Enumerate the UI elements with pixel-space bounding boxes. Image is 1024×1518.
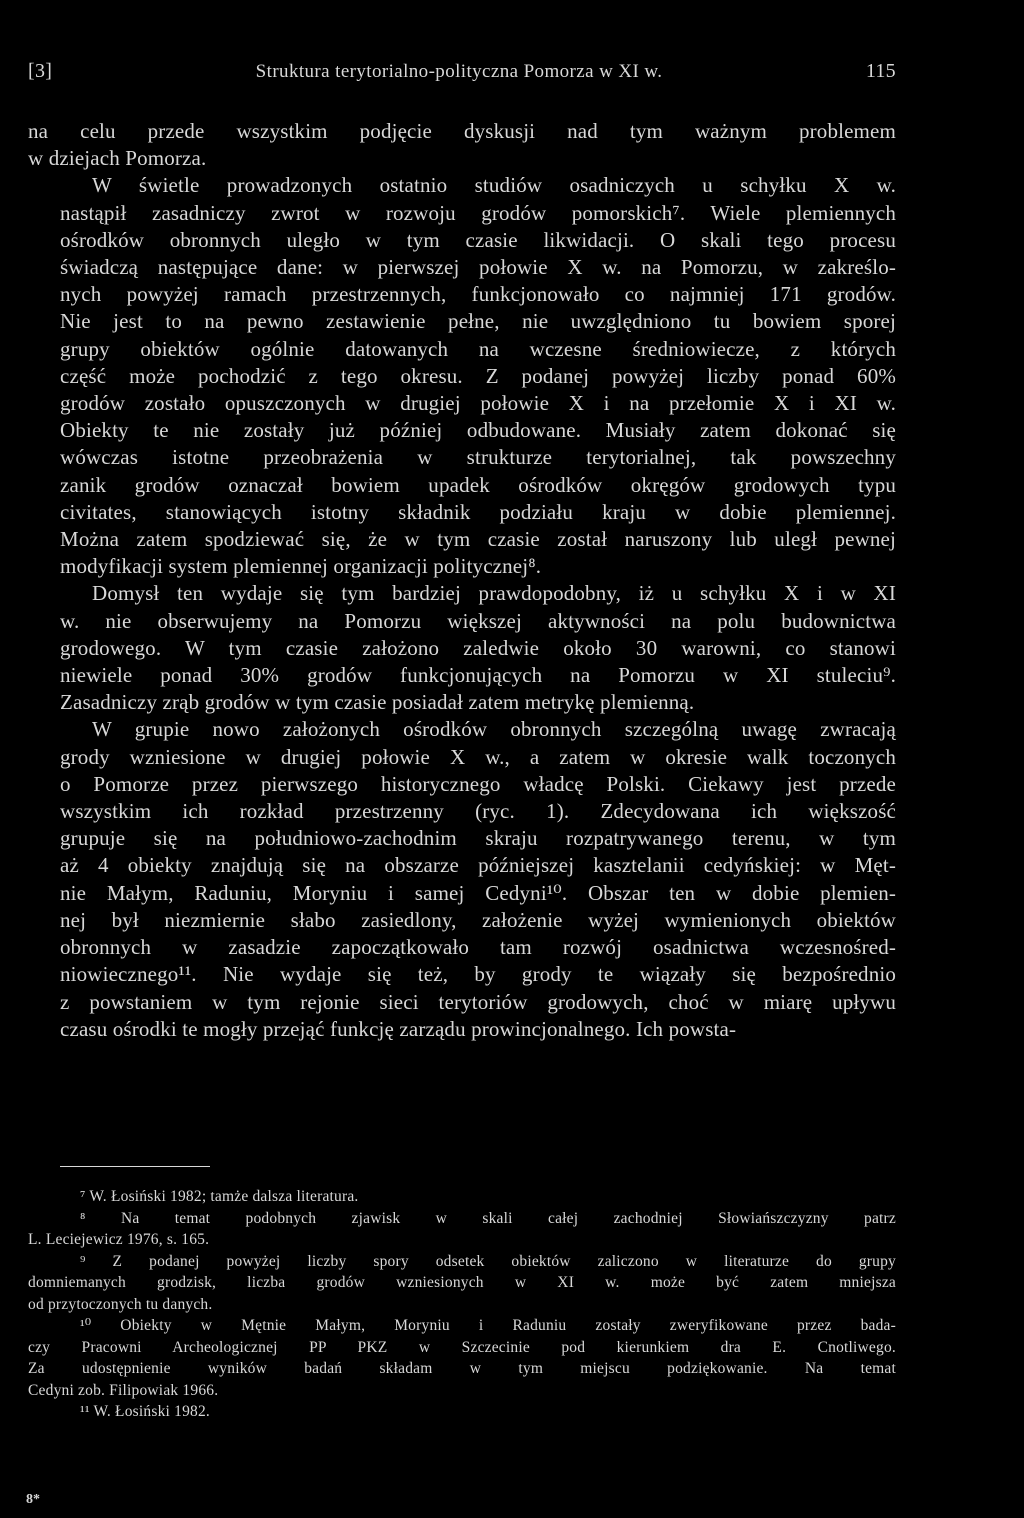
footnote-line: domniemanych grodzisk, liczba grodów wzniesionych w XI w. może być zatem mniejsza [28, 1274, 896, 1291]
paragraph [28, 580, 896, 716]
running-title: Struktura terytorialno-polityczna Pomorza w XI w. [255, 61, 663, 82]
text-line: W grupie nowo założonych ośrodków obronnych szczególną uwagę zwracają [92, 717, 896, 742]
paragraph [28, 118, 896, 172]
text-line: nastąpił zasadniczy zwrot w rozwoju grodów pomorskich⁷. Wiele plemiennych [60, 200, 896, 225]
text-line: czasu ośrodki te mogły przejąć funkcję zarządu prowincjonalnego. Ich powsta- [60, 1016, 737, 1041]
text-line: aż 4 obiekty znajdują się na obszarze późniejszej kasztelanii cedyńskiej: w Męt- [60, 853, 896, 878]
text-line: niewiele ponad 30% grodów funkcjonujących na Pomorzu w XI stuleciu⁹. [60, 663, 896, 688]
text-line: część może pochodzić z tego okresu. Z podanej powyżej liczby ponad 60% [60, 363, 896, 388]
text-line: grupy obiektów ogólnie datowanych na wczesne średniowiecze, z których [60, 336, 896, 361]
footnote-separator [60, 1166, 210, 1167]
text-line: W świetle prowadzonych ostatnio studiów osadniczych u schyłku X w. [92, 173, 896, 198]
footnote-line: L. Leciejewicz 1976, s. 165. [28, 1231, 210, 1248]
footnote-line: Cedyni zob. Filipowiak 1966. [28, 1381, 219, 1399]
text-line: nie Małym, Raduniu, Moryniu i samej Cedyni¹⁰. Obszar ten w dobie plemien- [60, 880, 896, 905]
footnote-line: Za udostępnienie wyników badań składam w tym miejscu podziękowanie. Na temat [28, 1360, 896, 1377]
text-line: Zasadniczy zrąb grodów w tym czasie posiadał zatem metrykę plemienną. [60, 690, 695, 715]
footnote-line: od przytoczonych tu danych. [28, 1295, 213, 1313]
text-line: grody wzniesione w drugiej połowie X w., a zatem w okresie walk toczonych [60, 744, 896, 769]
text-line: obronnych w zasadzie zapoczątkowało tam rozwój osadnictwa wczesnośred- [60, 935, 896, 960]
text-line: civitates, stanowiących istotny składnik podziału kraju w dobie plemiennej. [60, 499, 896, 524]
body-text [28, 118, 896, 1043]
paragraph [28, 172, 896, 580]
footnote-line: ⁹ Z podanej powyżej liczby spory odsetek obiektów zaliczono w literaturze do grupy [80, 1252, 896, 1270]
text-line: świadczą następujące dane: w pierwszej połowie X w. na Pomorzu, w zakreślo- [60, 255, 896, 280]
footnote-line: ⁸ Na temat podobnych zjawisk w skali całej zachodniej Słowiańszczyzny patrz [80, 1209, 896, 1227]
text-line: Można zatem spodziewać się, że w tym czasie został naruszony lub uległ pewnej [60, 527, 896, 552]
footnote-line: ⁷ W. Łosiński 1982; tamże dalsza literatura. [80, 1188, 359, 1205]
text-line: grupuje się na południowo-zachodnim skraju rozpatrywanego terenu, w tym [60, 826, 896, 851]
page-number: 115 [865, 60, 896, 82]
text-line: grodowego. W tym czasie założono zaledwie około 30 warowni, co stanowi [60, 635, 896, 660]
text-line: na celu przede wszystkim podjęcie dyskusji nad tym ważnym problemem [28, 119, 896, 143]
footnotes [28, 1186, 896, 1423]
running-header [28, 60, 896, 83]
printer-signature-mark: 8* [26, 1492, 40, 1507]
text-line: z powstaniem w tym rejonie sieci terytoriów grodowych, choć w miarę upływu [60, 989, 896, 1014]
text-line: wówczas istotne przeobrażenia w strukturze terytorialnej, tak powszechny [60, 445, 896, 470]
footnote [28, 1401, 896, 1423]
text-line: niowiecznego¹¹. Nie wydaje się też, by grody te wiązały się bezpośrednio [60, 962, 896, 987]
section-number: [3] [28, 60, 53, 82]
text-line: Nie jest to na pewno zestawienie pełne, nie uwzględniono tu bowiem sporej [60, 309, 896, 334]
text-line: Obiekty te nie zostały już później odbudowane. Musiały zatem dokonać się [60, 418, 896, 443]
footnote-line: ¹⁰ Obiekty w Mętnie Małym, Moryniu i Raduniu zostały zweryfikowane przez bada- [80, 1317, 896, 1334]
footnote [28, 1186, 896, 1208]
footnote [28, 1315, 896, 1401]
text-line: w. nie obserwujemy na Pomorzu większej aktywności na polu budownictwa [60, 608, 896, 633]
footnote [28, 1251, 896, 1316]
text-line: nych powyżej ramach przestrzennych, funkcjonowało co najmniej 171 grodów. [60, 282, 896, 307]
footnote [28, 1208, 896, 1251]
text-line: wszystkim ich rozkład przestrzenny (ryc. 1). Zdecydowana ich większość [60, 799, 896, 824]
footnote-line: ¹¹ W. Łosiński 1982. [80, 1403, 210, 1420]
text-line: nej był niezmiernie słabo zasiedlony, założenie wyżej wymienionych obiektów [60, 907, 896, 932]
text-line: zanik grodów oznaczał bowiem upadek ośrodków okręgów grodowych typu [60, 472, 896, 497]
text-line: w dziejach Pomorza. [28, 146, 207, 171]
text-line: modyfikacji system plemiennej organizacji politycznej⁸. [60, 554, 542, 579]
paragraph [28, 716, 896, 1042]
text-line: Domysł ten wydaje się tym bardziej prawdopodobny, iż u schyłku X i w XI [92, 581, 896, 606]
footnote-line: czy Pracowni Archeologicznej PP PKZ w Szczecinie pod kierunkiem dra E. Cnotliwego. [28, 1338, 896, 1356]
text-line: grodów zostało opuszczonych w drugiej połowie X i na przełomie X i XI w. [60, 391, 896, 416]
text-line: o Pomorze przez pierwszego historycznego władcę Polski. Ciekawy jest przede [60, 771, 896, 796]
text-line: ośrodków obronnych uległo w tym czasie likwidacji. O skali tego procesu [60, 227, 896, 252]
